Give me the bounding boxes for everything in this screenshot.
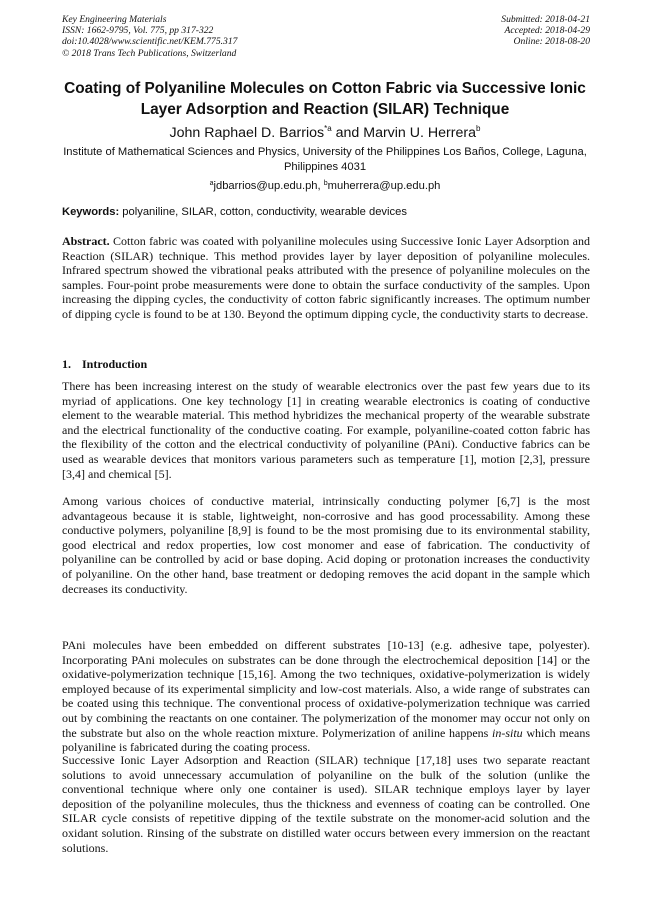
author-emails <box>50 177 600 193</box>
intro-paragraph-1: There has been increasing interest on the study of wearable electronics over the past few years due to its myriad of applications. One key technology [1] in creating wearable electronics is coating of conductive element to the wearable material. This method hybridizes the mechanical property of the wearable substrate and the electrical functionality of the conductive coating. For example, polyaniline-coated cotton fabric has the flexibility of the cotton and the electrical conductivity of polyaniline (PAni). Conductive fabrics can be used as wearable devices that monitors various parameters such as temperature [1], motion [2,3], pressure [3,4] and chemical [5]. <box>62 379 590 481</box>
journal-name: Key Engineering Materials <box>62 14 167 25</box>
author-2-marker: b <box>475 124 481 133</box>
doi-line: doi:10.4028/www.scientific.net/KEM.775.317 <box>62 36 238 48</box>
email-b-marker: b <box>323 180 328 187</box>
section-number: 1. <box>62 357 71 371</box>
accepted-date: Accepted: 2018-04-29 <box>504 25 590 37</box>
submitted-date: Submitted: 2018-04-21 <box>501 14 590 25</box>
paragraph-3-text-a: PAni molecules have been embedded on different substrates [10-13] (e.g. adhesive tape, polyester). Incorporating PAni molecules on substrates can be done through the electrochemical deposition [14] or the oxidative-polymerization technique [15,16]. Among the two techniques, oxidative-polymerization is widely employed because of its experimental simplicity and low-cost materials. Also, a wide range of substrates can be coated using this technique. The conventional process of oxidative-polymerization technique was carried out by combining the reactants on one container. The polymerization of the monomer may occur not only on the substrate but also on the whole reaction mixture. Polymerization of aniline happens <box>62 638 590 740</box>
journal-info <box>62 14 237 59</box>
issn-line: ISSN: 1662-9795, Vol. 775, pp 317-322 <box>62 25 214 37</box>
abstract-text: Cotton fabric was coated with polyaniline molecules using Successive Ionic Layer Adsorption and Reaction (SILAR) technique. This method provides layer by layer deposition of polyaniline molecules. Infrared spectrum showed the vibrational peaks attributed with the presence of polyaniline molecules on the samples. Four-point probe measurements were done to obtain the surface conductivity of the samples. Upon increasing the dipping cycles, the conductivity of cotton fabric significantly increases. The optimum number of dipping cycle is found to be at 130. Beyond the optimum dipping cycle, the conductivity starts to decrease. <box>62 234 590 321</box>
author-connector: and <box>331 125 364 141</box>
copyright-line: © 2018 Trans Tech Publications, Switzerland <box>62 47 237 59</box>
intro-paragraph-4: Successive Ionic Layer Adsorption and Reaction (SILAR) technique [17,18] uses two separate reactant solutions to avoid unnecessary accumulation of polyaniline on the bulk of the solution (unlike the conventional technique where only one container is used). SILAR technique employs layer by layer deposition of the polyaniline molecules, thus the thickness and evenness of coating can be controlled. One SILAR cycle consists of repetitive dipping of the textile substrate on the monomer-acid solution and the oxidant solution. Rinsing of the substrate on distilled water occurs between every immersion on the reactant solutions. <box>62 753 590 855</box>
author-list <box>50 120 600 142</box>
email-a: jdbarrios@up.edu.ph <box>213 180 318 192</box>
keywords-text: polyaniline, SILAR, cotton, conductivity, wearable devices <box>119 206 407 218</box>
email-a-marker: a <box>209 180 214 187</box>
keywords-label: Keywords: <box>62 206 120 218</box>
email-separator: , <box>317 180 324 192</box>
author-1: John Raphael D. Barrios <box>169 125 325 141</box>
submission-dates <box>501 14 590 48</box>
keywords <box>62 205 590 219</box>
section-title: Introduction <box>82 357 148 371</box>
author-2: Marvin U. Herrera <box>363 125 476 141</box>
in-situ-term: in-situ <box>492 725 523 740</box>
abstract <box>62 234 590 322</box>
abstract-label: Abstract. <box>62 234 110 248</box>
email-b: muherrera@up.edu.ph <box>327 180 441 192</box>
paper-title: Coating of Polyaniline Molecules on Cotton Fabric via Successive Ionic Layer Adsorption and Reaction (SILAR) Technique <box>64 80 586 118</box>
affiliation: Institute of Mathematical Sciences and Physics, University of the Philippines Los Baños, College, Laguna, Philippines 4031 <box>63 146 587 173</box>
author-1-marker: *a <box>324 124 332 133</box>
intro-paragraph-2: Among various choices of conductive material, intrinsically conducting polymer [6,7] is the most advantageous because it is stable, lightweight, non-corrosive and has good processability. Among these conductive polymers, polyaniline [8,9] is found to be the most promising due to its environmental stability, good electrical and redox properties, low cost monomer and ease of fabrication. The conductivity of polyaniline can be controlled by acid or base doping. Acid doping or protonation increases the conductivity of polyaniline. On the other hand, base treatment or dedoping removes the acid dopant in the sample which decreases its conductivity. <box>62 494 590 596</box>
online-date: Online: 2018-08-20 <box>513 36 590 48</box>
intro-paragraph-3 <box>62 638 590 755</box>
section-heading <box>62 357 147 371</box>
paragraph-3-text-b: which means polyaniline is fabricated during the coating process. <box>62 725 591 755</box>
